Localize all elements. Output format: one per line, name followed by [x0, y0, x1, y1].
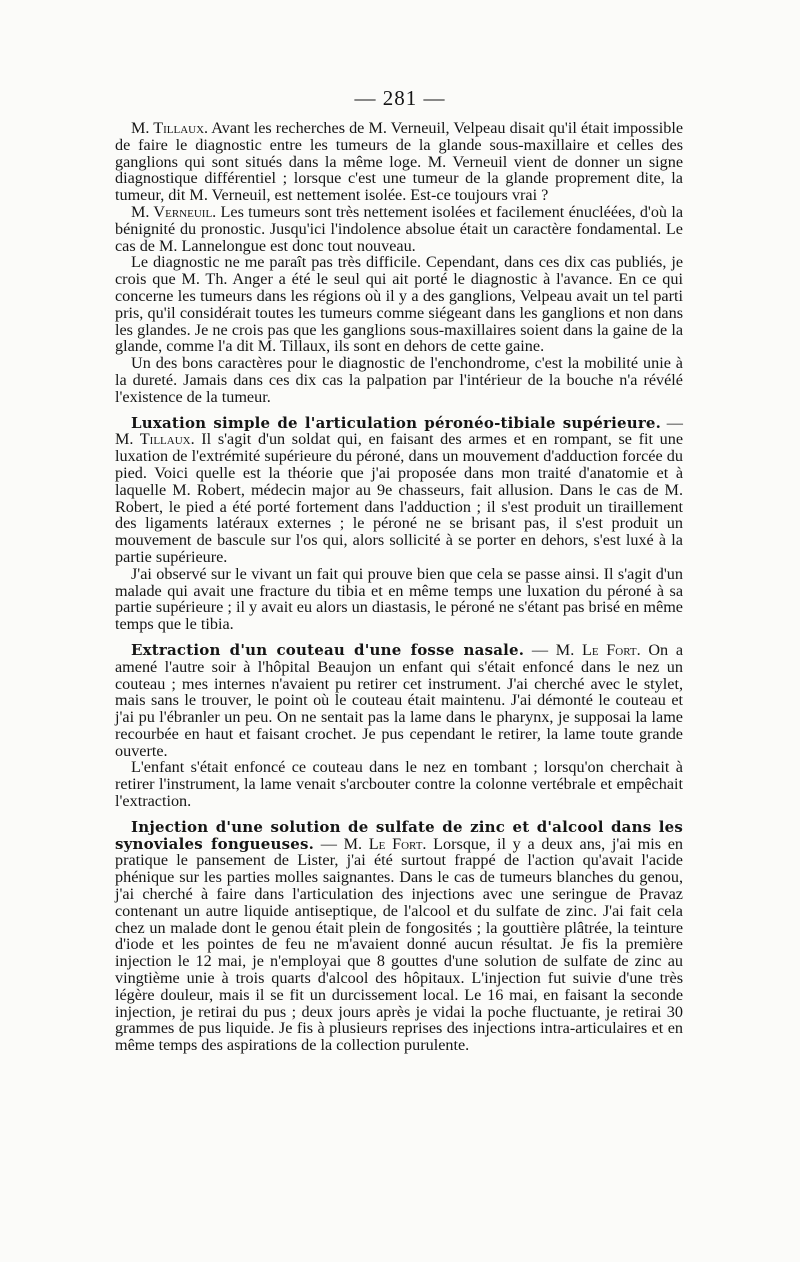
paragraph-text: Il s'agit d'un soldat qui, en faisant des armes et en rompant, se fit une luxation de l'extrémité supérieure du péroné, dans un mouvement d'adduction forcée du pied. Voici quelle est la théorie que j'ai proposée dans mon traité d'anatomie et à laquelle M. Robert, médecin major au 9e chasseurs, fait allusion. Dans le cas de M. Robert, le pied a été porté fortement dans l'adduction ; il s'est produit un tiraillement des ligaments latéraux externes ; le péroné ne se brisant pas, il s'est produit un mouvement de bascule sur l'os qui, alors sollicité à se porter en dehors, s'est luxé à la partie supérieure.	[115, 430, 684, 566]
paragraph	[115, 120, 683, 204]
paragraph-text: L'enfant s'était enfoncé ce couteau dans le nez en tombant ; lorsqu'on cherchait à retirer l'instrument, la lame venait s'arcbouter contre la colonne vertébrale et empêchait l'extraction.	[115, 758, 683, 811]
section-paragraph	[115, 819, 683, 1054]
section-paragraph	[115, 415, 683, 566]
speaker-name: M. Tillaux.	[131, 119, 209, 137]
paragraph-text: On a amené l'autre soir à l'hôpital Beaujon un enfant qui s'était enfoncé dans le nez un couteau ; mes internes n'avaient pu retirer cet instrument. J'ai cherché avec le stylet, mais sans le trouver, le point où le couteau était maintenu. J'ai démonté le couteau et j'ai pu l'ébranler un peu. On ne sentait pas la lame dans le pharynx, je supposai la lame recourbée en haut et faisant crochet. Je pus cependant le retirer, la lame toute grande ouverte.	[115, 640, 684, 760]
speaker-name: M. Verneuil.	[131, 202, 217, 221]
section-title: Injection d'une solution de sulfate de zinc et d'alcool dans les synoviales fongueuses.	[115, 817, 683, 853]
section-title: Luxation simple de l'articulation péronéo-tibiale supérieure.	[131, 413, 662, 432]
speaker-name: M. Le Fort.	[555, 640, 641, 659]
page-content	[115, 120, 683, 1054]
paragraph	[115, 204, 683, 254]
paragraph	[115, 759, 683, 809]
title-separator: —	[314, 834, 344, 853]
paragraph-text: J'ai observé sur le vivant un fait qui prouve bien que cela se passe ainsi. Il s'agit d'un malade qui avait une fracture du tibia et en même temps une luxation du péroné à sa partie supérieure ; il y avait eu alors un diastasis, le péroné ne s'étant pas brisé en même temps que le tibia.	[115, 564, 683, 634]
paragraph	[115, 355, 683, 405]
speaker-name: M. Tillaux.	[115, 430, 195, 449]
speaker-name: M. Le Fort.	[343, 834, 427, 853]
paragraph-text: Les tumeurs sont très nettement isolées et facilement énucléées, d'où la bénignité du pronostic. Jusqu'ici l'indolence absolue était un caractère fondamental. Le cas de M. Lannelongue est donc tout nouveau.	[115, 202, 684, 255]
paragraph	[115, 254, 683, 355]
title-separator: —	[524, 640, 556, 659]
paragraph-text: Avant les recherches de M. Verneuil, Velpeau disait qu'il était impossible de faire le diagnostic entre les tumeurs de la glande sous-maxillaire et celles des ganglions qui sont situés dans la même loge. M. Verneuil vient de donner un signe diagnostique différentiel ; lorsque c'est une tumeur de la glande proprement dite, la tumeur, dit M. Verneuil, est nettement isolée. Est-ce toujours vrai ?	[115, 119, 684, 205]
paragraph-text: Le diagnostic ne me paraît pas très difficile. Cependant, dans ces dix cas publiés, je crois que M. Th. Anger a été le seul qui ait porté le diagnostic à l'avance. En ce qui concerne les tumeurs dans les régions où il y a des ganglions, Velpeau avait un tel parti pris, qu'il considérait toutes les tumeurs comme siégeant dans les ganglions et non dans les glandes. Je ne crois pas que les ganglions sous-maxillaires soient dans la gaine de la glande, comme l'a dit M. Tillaux, ils sont en dehors de cette gaine.	[115, 253, 683, 356]
section-paragraph	[115, 642, 683, 760]
section-title: Extraction d'un couteau d'une fosse nasale.	[131, 640, 525, 659]
page-number: — 281 —	[354, 86, 446, 110]
paragraph-text: Un des bons caractères pour le diagnostic de l'enchondrome, c'est la mobilité unie à la dureté. Jamais dans ces dix cas la palpation par l'intérieur de la bouche n'a révélé l'existence de la tumeur.	[115, 354, 683, 406]
paragraph-text: Lorsque, il y a deux ans, j'ai mis en pratique le pansement de Lister, j'ai été surtout frappé de l'action qu'avait l'acide phénique sur les parties molles saignantes. Dans le cas de tumeurs blanches du genou, j'ai cherché à faire dans l'articulation des injections avec une seringue de Pravaz contenant un autre liquide antiseptique, de l'alcool et du sulfate de zinc. J'ai fait cela chez un malade dont le genou était plein de fongosités ; la gouttière plâtrée, la teinture d'iode et les pointes de feu ne m'avaient donné aucun résultat. Je fis la première injection le 12 mai, je n'employai que 8 gouttes d'une solution de sulfate de zinc au vingtième unie à trois quarts d'alcool des hôpitaux. L'injection fut suivie d'une très légère douleur, mais il se fit un durcissement local. Le 16 mai, en faisant la seconde injection, je retirai du pus ; deux jours après je vidai la poche fluctuante, je retirai 30 grammes de pus liquide. Je fis à plusieurs reprises des injections intra-articulaires et en même temps des aspirations de la collection purulente.	[115, 834, 683, 1055]
title-separator: —	[661, 413, 683, 432]
paragraph	[115, 566, 683, 633]
